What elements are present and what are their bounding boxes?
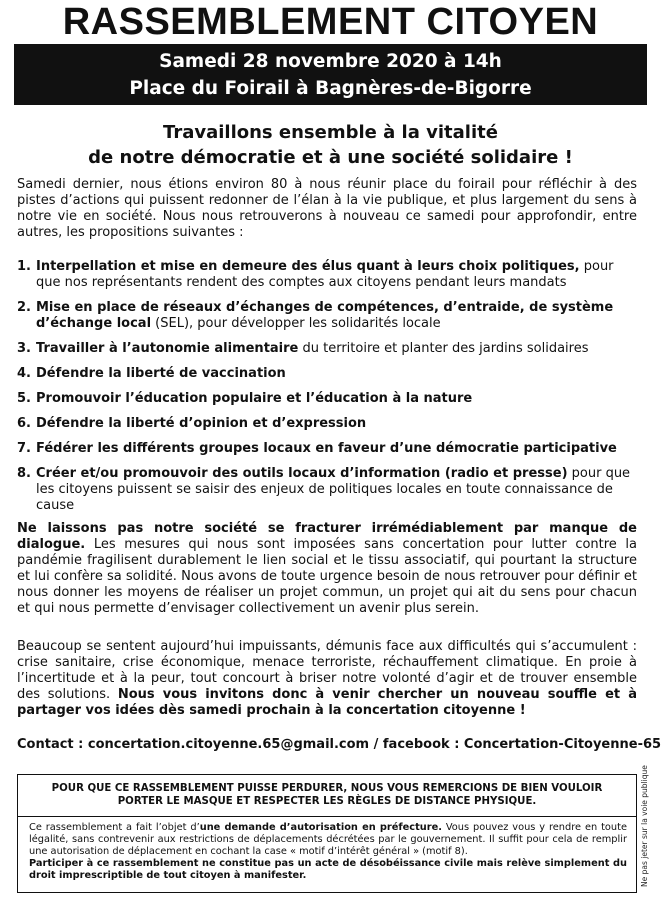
proposal-number: 6. [17,416,31,431]
proposal-item [17,466,637,514]
proposal-item [17,341,637,357]
proposal-number: 2. [17,300,31,315]
proposal-item [17,366,637,382]
proposal-title: Mise en place de réseaux d’échanges de compétences, d’entraide, de système d’échange local [36,300,614,331]
proposal-number: 3. [17,341,31,356]
flyer-title: RASSEMBLEMENT CITOYEN [62,1,599,43]
notice-body-highlight: une demande d’autorisation en préfecture. [199,822,442,833]
dialogue-paragraph [17,521,637,617]
subtitle-line-2: de notre démocratie et à une société solidaire ! [88,147,573,168]
subtitle-line-1: Travaillons ensemble à la vitalité [163,122,498,143]
proposal-title: Créer et/ou promouvoir des outils locaux d’information (radio et presse) [36,466,568,481]
proposal-item [17,391,637,407]
event-date: Samedi 28 novembre 2020 à 14h [159,51,502,72]
dialogue-text: Les mesures qui nous sont imposées sans concertation pour lutter contre la pandémie fragilisent durablement le lien social et le tissu associatif, qui pourtant la structure et lui confère sa solidité. Nous avons de toute urgence besoin de nous retrouver pour définir et nous donner les moyens de réaliser un projet commun, un projet qui ait du sens pour chacun et qui nous permette d’envisager collectivement un avenir plus serein. [17,537,637,616]
notice-box [17,774,637,893]
proposal-item [17,300,637,332]
notice-body [29,822,627,882]
proposal-item [17,259,637,291]
notice-header-line-1: POUR QUE CE RASSEMBLEMENT PUISSE PERDURER, NOUS VOUS REMERCIONS DE BIEN VOULOIR [51,783,603,794]
notice-body-text: Vous pouvez vous y rendre en toute légalité, sans contrevenir aux restrictions de déplacements décrétées par le gouvernement. Il suffit pour cela de remplir une autorisation de déplacement en cochant la case « motif d’intérêt général » (motif 8). [29,822,627,857]
proposal-detail: pour que nos représentants rendent des comptes aux citoyens pendant leurs mandats [36,259,614,290]
notice-header [18,775,636,817]
proposal-list [17,259,637,523]
proposal-item [17,441,637,457]
proposal-title: Défendre la liberté de vaccination [36,366,286,381]
proposal-title: Fédérer les différents groupes locaux en faveur d’une démocratie participative [36,441,617,456]
proposal-title: Défendre la liberté d’opinion et d’expression [36,416,367,431]
litter-notice: Ne pas jeter sur la voie publique [640,765,649,887]
invitation-text: Beaucoup se sentent aujourd’hui impuissants, démunis face aux difficultés qui s’accumulent : crise sanitaire, crise économique, menace terroriste, réchauffement climatique. En proie à l’incertitude et à la peur, tout concourt à briser notre volonté d’agir et de trouver ensemble des solutions. [17,639,637,702]
proposal-detail: du territoire et planter des jardins solidaires [298,341,589,356]
proposal-title: Interpellation et mise en demeure des élus quant à leurs choix politiques, [36,259,580,274]
dialogue-lead: Ne laissons pas notre société se fracturer irrémédiablement par manque de dialogue. [17,521,637,552]
proposal-number: 7. [17,441,31,456]
proposal-number: 5. [17,391,31,406]
proposal-title: Travailler à l’autonomie alimentaire [36,341,299,356]
proposal-number: 8. [17,466,31,481]
notice-body-conclusion: Participer à ce rassemblement ne constitue pas un acte de désobéissance civile mais relève simplement du droit imprescriptible de tout citoyen à manifester. [29,858,627,881]
intro-paragraph: Samedi dernier, nous étions environ 80 à nous réunir place du foirail pour réfléchir à des pistes d’actions qui puissent redonner de l’élan à la vie publique, et plus largement du sens à notre vie en société. Nous nous retrouverons à nouveau ce samedi pour approfondir, entre autres, les propositions suivantes : [17,177,637,240]
proposal-number: 4. [17,366,31,381]
invitation-paragraph [17,639,637,719]
event-banner [14,44,647,105]
invitation-call: Nous vous invitons donc à venir chercher un nouveau souffle et à partager vos idées dès samedi prochain à la concertation citoyenne ! [17,687,637,718]
notice-header-line-2: PORTER LE MASQUE ET RESPECTER LES RÈGLES DE DISTANCE PHYSIQUE. [117,796,537,807]
event-location: Place du Foirail à Bagnères-de-Bigorre [129,78,532,99]
proposal-detail: (SEL), pour développer les solidarités locale [151,316,441,331]
proposal-detail: pour que les citoyens puissent se saisir des enjeux de politiques locales en toute connaissance de cause [36,466,631,513]
notice-body-intro: Ce rassemblement a fait l’objet d’ [29,822,200,833]
proposal-item [17,416,637,432]
proposal-number: 1. [17,259,31,274]
contact-line: Contact : concertation.citoyenne.65@gmail.com / facebook : Concertation-Citoyenne-65 [17,737,661,752]
proposal-title: Promouvoir l’éducation populaire et l’éducation à la nature [36,391,473,406]
flyer-subtitle [0,120,661,170]
